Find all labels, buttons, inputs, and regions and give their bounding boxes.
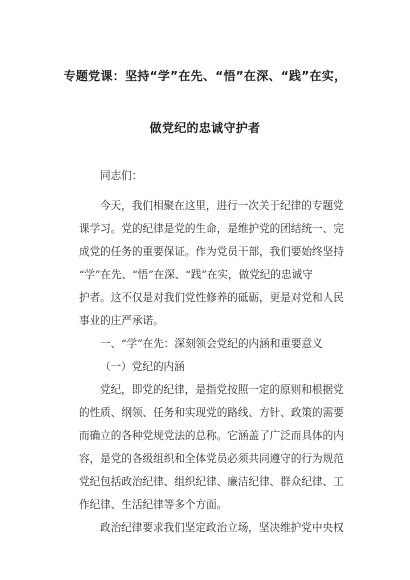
paragraph-line: 党纪包括政治纪律、组织纪律、廉洁纪律、群众纪律、工 bbox=[79, 476, 344, 488]
paragraph-line: 事业的庄严承诺。 bbox=[79, 315, 164, 327]
subsection-heading: （一）党纪的内涵 bbox=[100, 361, 185, 373]
paragraph-line: 容，是党的各级组织和全体党员必须共同遵守的行为规范 bbox=[79, 453, 344, 465]
salutation: 同志们： bbox=[100, 170, 143, 182]
document-title-line-1: 专题党课：坚持“学”在先、“悟”在深、“践”在实， bbox=[63, 69, 347, 83]
paragraph-line: 党纪，即党的纪律，是指党按照一定的原则和根据党 bbox=[100, 384, 344, 396]
section-heading: 一、“学”在先：深刻领会党纪的内涵和重要意义 bbox=[100, 338, 323, 350]
paragraph-line: 政治纪律要求我们坚定政治立场，坚决维护党中央权 bbox=[100, 522, 344, 534]
paragraph-line: 课学习。党的纪律是党的生命，是维护党的团结统一、完 bbox=[79, 223, 344, 235]
paragraph-line: 的性质、纲领、任务和实现党的路线、方针、政策的需要 bbox=[79, 407, 344, 419]
paragraph-line: 护者。这不仅是对我们党性修养的砥砺，更是对党和人民 bbox=[79, 292, 344, 304]
paragraph-line: 成党的任务的重要保证。作为党员干部，我们要始终坚持 bbox=[79, 246, 344, 258]
paragraph-line: 而确立的各种党规党法的总称。它涵盖了广泛而具体的内 bbox=[79, 430, 344, 442]
document-title-line-2: 做党纪的忠诚守护者 bbox=[149, 121, 261, 135]
paragraph-line: “学”在先、“悟”在深、“践”在实，做党纪的忠诚守 bbox=[79, 269, 313, 281]
paragraph-line: 今天，我们相聚在这里，进行一次关于纪律的专题党 bbox=[100, 200, 344, 212]
paragraph-line: 作纪律、生活纪律等多个方面。 bbox=[79, 499, 228, 511]
